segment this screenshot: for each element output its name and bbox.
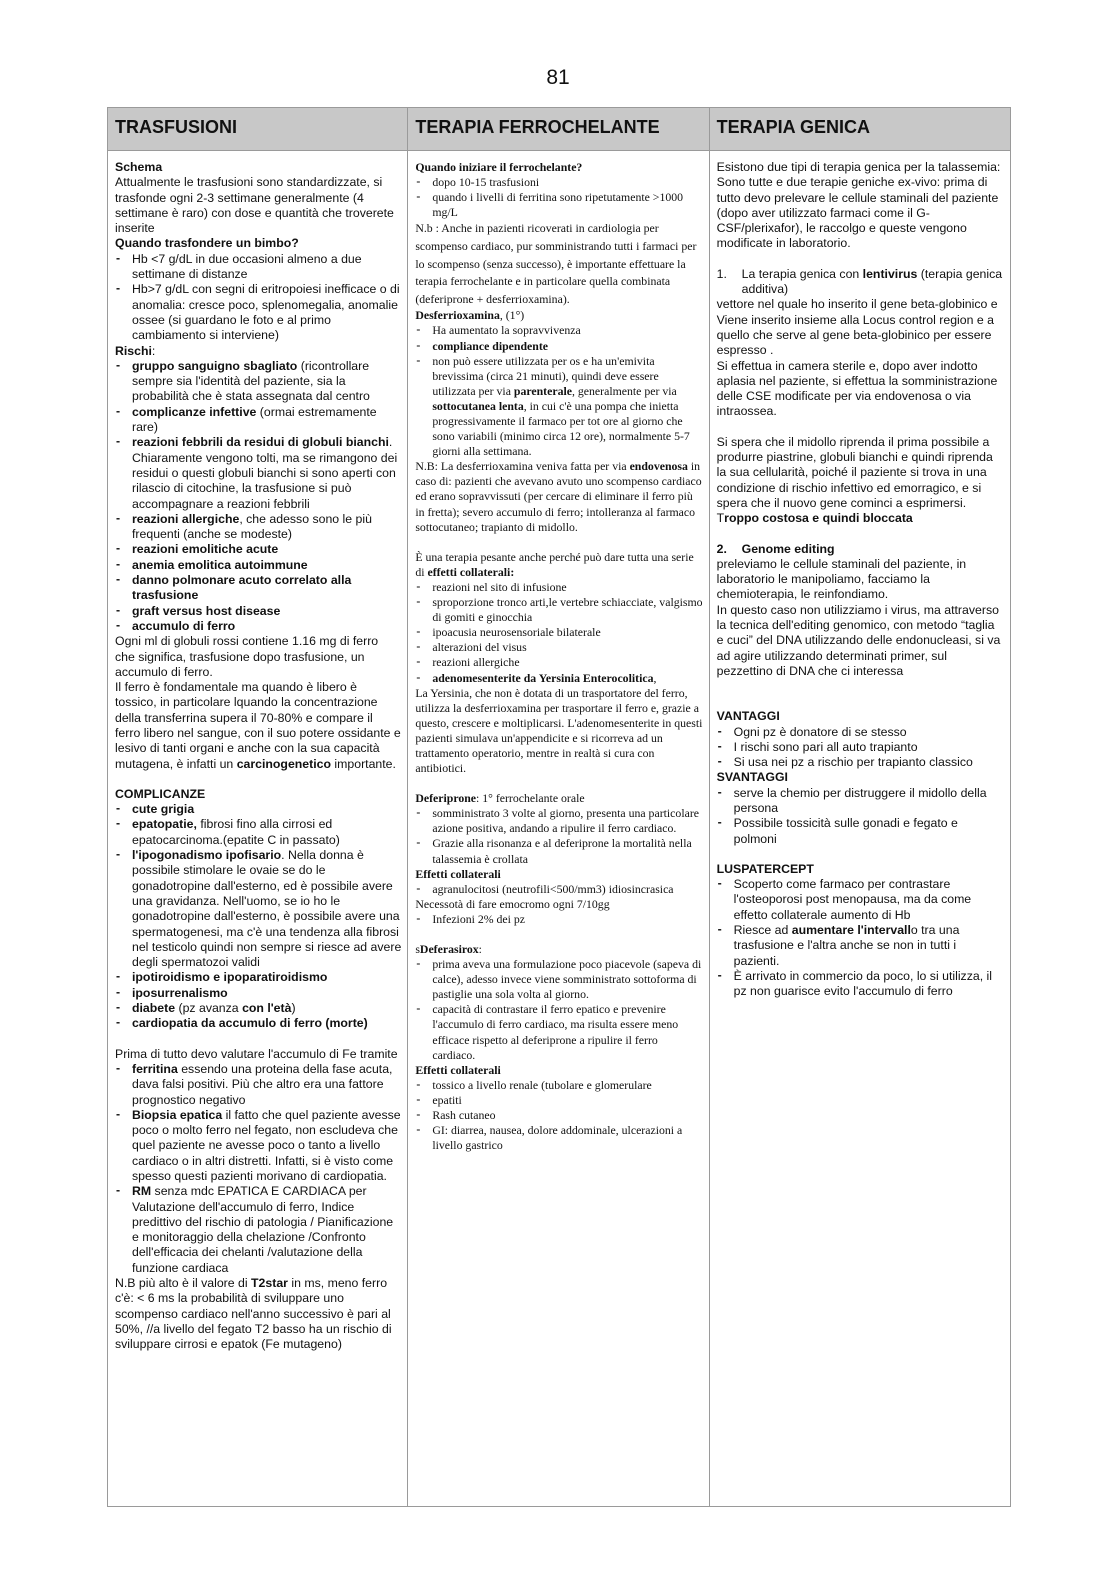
column-trasfusioni: Schema Attualmente le trasfusioni sono standardizzate, si trasfonde ogni 2-3 settimane generalmente (4 settimane è raro) con dose e quantità che troverete inserite Quando trasfondere un bimbo? - Hb <7 g/dL in due occasioni almeno a due settimane di distanze - Hb>7 g/dL con segni di eritropoiesi inefficace o di anomalia: cresce poco, splenomegalia, anomalie ossee (si guardano le foto e al primo cambiamento si interviene) Rischi: - gruppo sanguigno sbagliato (ricontrollare sempre sia l'identità del paziente, sia la probabilità che è stata assegnata dal centro - complicanze infettive (ormai estremamente rare) - reazioni febbrili da residui di globuli bianchi. Chiaramente vengono tolti, ma se rimangono dei residui o questi globuli bianchi si sono aperti con rilascio di citochine, la trasfusione si può accompagnare a reazioni febbrili - reazioni allergiche, che adesso sono le più frequenti (anche se modeste) - reazioni emolitiche acute - anemia emolitica autoimmune - danno polmonare acuto correlato alla trasfusione - graft versus host disease - accumulo di ferro Ogni ml di globuli rossi contiene 1.16 mg di ferro che significa, trasfusione dopo trasfusione, un accumulo di ferro. Il ferro è fondamentale ma quando è libero è tossico, in particolare lquando la concentrazione della transferrina supera il 70-80% e compare il ferro libero nel sangue, con il suo potere ossidante e lesivo di tanti organi e anche con la sua capacità mutagena, è infatti un carcinogenetico importante. COMPLICANZE - cute grigia - epatopatie, fibrosi fino alla cirrosi ed epatocarcinoma.(epatite C in passato) - l'ipogonadismo ipofisario. Nella donna è possibile stimolare le ovaie se do le gonadotropine dall'esterno, ed è possibile avere una gravidanza. Nell'uomo, se io ho le gonadotropine dall'esterno, è possibile avere una spermatogenesi, ma c'è una tendenza alla fibrosi nel testicolo quindi non sempre si riesce ad avere degli spermatozoi validi - ipotiroidismo e ipoparatiroidismo - iposurrenalismo - diabete (pz avanza con l'età) - cardiopatia da accumulo di ferro (morte) Prima di tutto devo valutare l'accumulo di Fe tramite - ferritina essendo una proteina della fase acuta, dava falsi positivi. Più che altro era una fattore prognostico negativo - Biopsia epatica il fatto che quel paziente avesse poco o molto ferro nel fegato, non escludeva che quel paziente ne avesse poco o tanto a livello cardiaco o in altri distretti. Infatti, si è visto come spesso questi pazienti morivano di cardiopatia. - RM senza mdc EPATICA E CARDIACA per Valutazione dell'accumulo di ferro, Indice predittivo del rischio di patologia / Pianificazione e monitoraggio della chelazione /Confronto dell'efficacia dei chelanti /valutazione della funzione cardiaca N.B più alto è il valore di T2star in ms, meno ferro c'è: < 6 ms la probabilità di sviluppare uno scompenso cardiaco nell'anno successivo è pari al 50%, //a livello del fegato T2 basso ha un rischio di sviluppare cirrosi e epatok (Fe mutageno)	[108, 151, 408, 1507]
list-item: - anemia emolitica autoimmune	[115, 558, 401, 573]
list-item: - cute grigia	[115, 802, 401, 817]
list-item: - prima aveva una formulazione poco piacevole (sapeva di calce), adesso invece viene somministrato sottoforma di pastiglie una sola volta al giorno.	[415, 957, 702, 1002]
effects-title-1: Effetti collaterali	[415, 866, 501, 881]
list-item: - ipotiroidismo e ipoparatiroidismo	[115, 970, 401, 985]
list-item: - Scoperto come farmaco per contrastare l'osteoporosi post menopausa, ma da come effetto collaterale aumento di Hb	[717, 877, 1004, 923]
side-effects-list	[415, 580, 702, 686]
complicanze-title: COMPLICANZE	[115, 786, 206, 801]
eval-intro: Prima di tutto devo valutare l'accumulo di Fe tramite	[115, 1046, 398, 1061]
lentivirus-text: vettore nel quale ho inserito il gene beta-globinico e Viene inserito insieme alla Locus control region e a quello che serve al gene beta-globinico per essere espresso .	[716, 297, 998, 358]
list-item: - diabete (pz avanza con l'età)	[115, 1001, 401, 1016]
start-title: Quando iniziare il ferrochelante?	[415, 160, 583, 174]
when-list	[115, 252, 401, 344]
list-item: - reazioni allergiche	[415, 655, 702, 670]
risks-title: Rischi	[115, 343, 152, 358]
header-trasfusioni: TRASFUSIONI	[108, 108, 408, 151]
list-item: - Grazie alla risonanza e al deferiprone la mortalità nella talassemia è crollata	[415, 836, 702, 866]
effects-list-1b	[415, 912, 702, 927]
list-item: - compliance dipendente	[415, 339, 702, 354]
list-item: - graft versus host disease	[115, 604, 401, 619]
column-terapia-ferrochelante	[408, 151, 709, 1507]
nb-t2star: N.B più alto è il valore di T2star in ms, meno ferro c'è: < 6 ms la probabilità di sviluppare uno scompenso cardiaco nell'anno successivo è pari al 50%, //a livello del fegato T2 basso ha un rischio di sviluppare cirrosi e epatok (Fe mutageno)	[115, 1276, 392, 1352]
list-item: - reazioni allergiche, che adesso sono le più frequenti (anche se modeste)	[115, 512, 401, 543]
table-header-row	[108, 108, 1011, 151]
list-item: - iposurrenalismo	[115, 986, 401, 1001]
iron-paragraph-1: Ogni ml di globuli rossi contiene 1.16 mg di ferro che significa, trasfusione dopo trasfusione, un accumulo di ferro.	[115, 634, 379, 679]
list-item: - non può essere utilizzata per os e ha un'emivita brevissima (circa 21 minuti), quindi deve essere utilizzata per via parenterale, generalmente per via sottocutanea lenta, in cui c'è una pompa che inietta progressivamente il farmaco per tot ore al giorno che sono variabili (minimo circa 12 ore), normalmente 5-7 giorni alla settimana.	[415, 354, 702, 460]
desf-list	[415, 323, 702, 459]
list-item: - Riesce ad aumentare l'intervallo tra una trasfusione e l'altra anche se non in tutti i pazienti.	[717, 923, 1004, 969]
list-item: - ipoacusia neurosensoriale bilaterale	[415, 625, 702, 640]
list-item: - RM senza mdc EPATICA E CARDIACA per Valutazione dell'accumulo di ferro, Indice predittivo del rischio di patologia / Pianificazione e monitoraggio della chelazione /Confronto dell'efficacia dei chelanti /valutazione della funzione cardiaca	[115, 1184, 401, 1276]
yersinia-text: La Yersinia, che non è dotata di un trasportatore del ferro, utilizza la desferrioxamina per trasportare il ferro e, grazie a questo, crescere e moltiplicarsi. L'adenomesenterite in questi pazienti simulava un'appendicite e si ricorreva ad un trattamento operatorio, mentre in realtà si cura con antibiotici.	[415, 685, 703, 776]
list-item: - Hb <7 g/dL in due occasioni almeno a due settimane di distanze	[115, 252, 401, 283]
list-item: - I rischi sono pari all auto trapianto	[717, 740, 1004, 755]
list-item: - reazioni febbrili da residui di globuli bianchi. Chiaramente vengono tolti, ma se rimangono dei residui o questi globuli bianchi si sono aperti con rilascio di citochine, la trasfusione si può accompagnare a reazioni febbrili	[115, 435, 401, 511]
genica-intro: Esistono due tipi di terapia genica per la talassemia:	[716, 160, 1001, 174]
schema-text: Attualmente le trasfusioni sono standardizzate, si trasfonde ogni 2-3 settimane generalmente (4 settimane è raro) con dose e quantità che troverete inserite	[115, 175, 394, 236]
lentivirus-text-2: Si effettua in camera sterile e, dopo aver indotto aplasia nel paziente, si effettua la somministrazione delle CSE modificate per via endovenosa o via intraossea.	[716, 358, 998, 419]
header-terapia-ferrochelante: TERAPIA FERROCHELANTE	[408, 108, 709, 151]
risks-list	[115, 359, 401, 634]
list-item: - adenomesenterite da Yersinia Enterocolitica,	[415, 671, 702, 686]
deferiprone-heading: Deferiprone: 1° ferrochelante orale	[415, 791, 585, 806]
list-item: - Biopsia epatica il fatto che quel paziente avesse poco o molto ferro nel fegato, non escludeva che quel paziente ne avesse poco o tanto a livello cardiaco o in altri distretti. Infatti, si è visto come spesso questi pazienti morivano di cardiopatia.	[115, 1108, 401, 1184]
luspatercept-title: LUSPATERCEPT	[716, 861, 814, 876]
list-item: - gruppo sanguigno sbagliato (ricontrollare sempre sia l'identità del paziente, sia la probabilità che è stata assegnata dal centro	[115, 359, 401, 405]
costly-text: Troppo costosa e quindi bloccata	[716, 511, 913, 526]
list-item: - l'ipogonadismo ipofisario. Nella donna è possibile stimolare le ovaie se do le gonadotropine dall'esterno, ed è possibile avere una gravidanza. Nell'uomo, se io ho le gonadotropine dall'esterno, è possibile avere una spermatogenesi, ma c'è una tendenza alla fibrosi nel testicolo quindi non sempre si riesce ad avere degli spermatozoi validi	[115, 848, 401, 970]
list-item: - Infezioni 2% dei pz	[415, 912, 702, 927]
desf-heading: Desferrioxamina, (1°)	[415, 308, 525, 323]
luspatercept-list	[717, 877, 1004, 999]
effects-note: Necessotà di fare emocromo ogni 7/10gg	[415, 896, 610, 911]
list-item: - dopo 10-15 trasfusioni	[415, 175, 702, 190]
table-body-row	[108, 151, 1011, 1507]
nb-paragraph-2: N.B: La desferrioxamina veniva fatta per via endovenosa in caso di: pazienti che avevano avuto uno scompenso cardiaco ed erano sopravvissuti (per cercare di eliminare il ferro più in fretta); severo accumulo di ferro; intolleranza al farmaco sottocutaneo; trapianto di midollo.	[415, 459, 702, 534]
header-terapia-genica: TERAPIA GENICA	[709, 108, 1010, 151]
heavy-therapy: È una terapia pesante anche perché può dare tutta una serie di effetti collaterali:	[415, 549, 694, 579]
page-number: 81	[546, 66, 570, 89]
start-list	[415, 175, 702, 220]
item-lentivirus: 1. La terapia genica con lentivirus (terapia genica additiva)	[716, 266, 1003, 297]
genome-text-2: In questo caso non utilizziamo i virus, ma attraverso la tecnica dell'editing genomico, con metodo “taglia e cuci” del DNA utilizzando delle endonucleasi, si va ad agire utilizzando determinati primer, sul pezzettino di DNA che ci interessa	[716, 602, 1001, 678]
nb-paragraph-1: N.b : Anche in pazienti ricoverati in cardiologia per scompenso cardiaco, pur somministrando tutti i farmaci per lo scompenso (senza successo), è importante effettuare la terapia ferrochelante e in particolare quella combinata (deferiprone + desferrioxamina).	[415, 221, 697, 306]
when-title: Quando trasfondere un bimbo?	[115, 236, 299, 251]
list-item: - sproporzione tronco arti,le vertebre schiacciate, valgismo di gomiti e ginocchia	[415, 595, 702, 625]
item-genome-editing: 2. Genome editing	[716, 541, 835, 556]
vantaggi-title: VANTAGGI	[716, 709, 780, 724]
list-item: - Si usa nei pz a rischio per trapianto classico	[717, 755, 1004, 770]
list-item: - È arrivato in commercio da poco, lo si utilizza, il pz non guarisce evito l'accumulo di ferro	[717, 969, 1004, 1000]
list-item: - Ha aumentato la sopravvivenza	[415, 323, 702, 338]
schema-title: Schema	[115, 160, 163, 174]
list-item: - somministrato 3 volte al giorno, presenta una particolare azione positiva, andando a ripulire il ferro cardiaco.	[415, 806, 702, 836]
list-item: - danno polmonare acuto correlato alla trasfusione	[115, 573, 401, 604]
list-item: - cardiopatia da accumulo di ferro (morte)	[115, 1016, 401, 1031]
vantaggi-list	[717, 725, 1004, 771]
svantaggi-list	[717, 786, 1004, 847]
effects-list-2	[415, 1078, 702, 1153]
content-table	[107, 107, 1011, 1507]
deferasirox-list	[415, 957, 702, 1063]
list-item: - tossico a livello renale (tubolare e glomerulare	[415, 1078, 702, 1093]
list-item: - accumulo di ferro	[115, 619, 401, 634]
list-item: - reazioni nel sito di infusione	[415, 580, 702, 595]
list-item: - complicanze infettive (ormai estremamente rare)	[115, 405, 401, 436]
hope-text: Si spera che il midollo riprenda il prima possibile a produrre piastrine, globuli bianchi e quindi riprenda la sua cellularità, poiché il paziente si trova in una condizione di rischio infettivo ed emorragico, e si spera che il nuovo gene cominci a esprimersi.	[716, 434, 993, 510]
deferiprone-list	[415, 806, 702, 866]
list-item: - serve la chemio per distruggere il midollo della persona	[717, 786, 1004, 817]
list-item: - Possibile tossicità sulle gonadi e fegato e polmoni	[717, 816, 1004, 847]
list-item: - Rash cutaneo	[415, 1108, 702, 1123]
effects-list-1	[415, 882, 702, 897]
list-item: - epatiti	[415, 1093, 702, 1108]
complicanze-list	[115, 802, 401, 1031]
eval-list	[115, 1062, 401, 1276]
list-item: - ferritina essendo una proteina della fase acuta, dava falsi positivi. Più che altro era una fattore prognostico negativo	[115, 1062, 401, 1108]
column-terapia-genica	[709, 151, 1010, 1507]
list-item: - capacità di contrastare il ferro epatico e prevenire l'accumulo di ferro cardiaco, ma risulta essere meno efficace rispetto al deferiprone a ripulire il ferro cardiaco.	[415, 1002, 702, 1062]
list-item: - alterazioni del visus	[415, 640, 702, 655]
genica-intro-2: Sono tutte e due terapie geniche ex-vivo: prima di tutto devo prelevare le cellule staminali del paziente (dopo aver utilizzato farmaci come il G-CSF/plerixafor), le raccolgo e queste vengono modificate in laboratorio.	[716, 175, 999, 251]
effects-title-2: Effetti collaterali	[415, 1062, 501, 1077]
list-item: - agranulocitosi (neutrofili<500/mm3) idiosincrasica	[415, 882, 702, 897]
deferasirox-heading: sDeferasirox:	[415, 942, 482, 956]
list-item: - epatopatie, fibrosi fino alla cirrosi ed epatocarcinoma.(epatite C in passato)	[115, 817, 401, 848]
list-item: - quando i livelli di ferritina sono ripetutamente >1000 mg/L	[415, 190, 702, 220]
list-item: - reazioni emolitiche acute	[115, 542, 401, 557]
list-item: - Ogni pz è donatore di se stesso	[717, 725, 1004, 740]
list-item: - Hb>7 g/dL con segni di eritropoiesi inefficace o di anomalia: cresce poco, splenomegalia, anomalie ossee (si guardano le foto e al primo cambiamento si interviene)	[115, 282, 401, 343]
svantaggi-title: SVANTAGGI	[716, 770, 788, 785]
genome-text: preleviamo le cellule staminali del paziente, in laboratorio le manipoliamo, facciamo la chemioterapia, le reinfondiamo.	[716, 556, 967, 602]
iron-paragraph-2: Il ferro è fondamentale ma quando è libero è tossico, in particolare lquando la concentrazione della transferrina supera il 70-80% e compare il ferro libero nel sangue, con il suo potere ossidante e lesivo di tanti organi e anche con la sua capacità mutagena, è infatti un carcinogenetico importante.	[115, 680, 401, 771]
list-item: - GI: diarrea, nausea, dolore addominale, ulcerazioni a livello gastrico	[415, 1123, 702, 1153]
